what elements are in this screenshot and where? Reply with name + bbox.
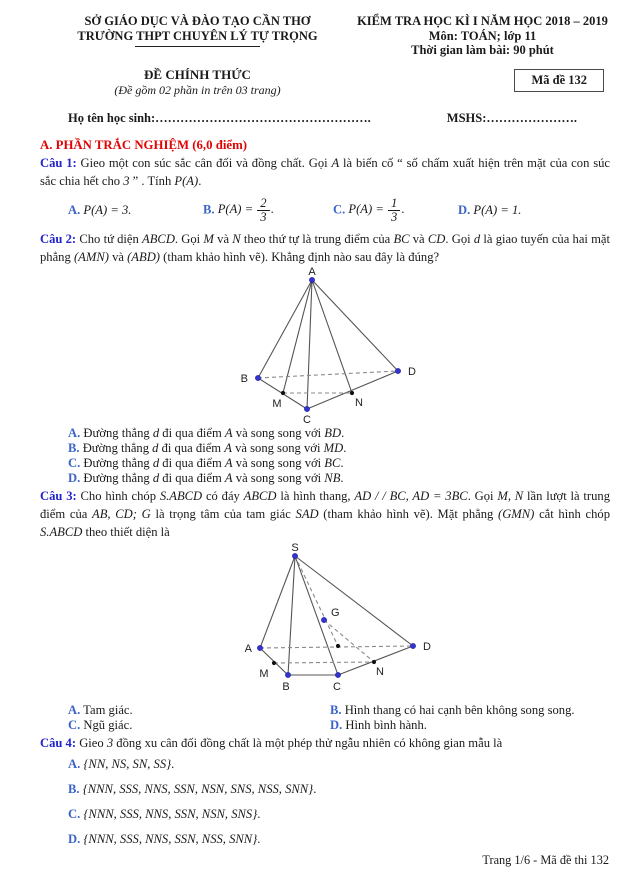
tetrahedron-figure	[180, 266, 480, 426]
question-4-label: Câu 4:	[40, 735, 77, 750]
exam-subject: Môn: TOÁN; lớp 11	[428, 28, 537, 43]
header-school-block	[40, 14, 355, 58]
question-4	[40, 734, 610, 752]
question-4-text: Gieo 3 đồng xu cân đối đồng chất là một phép thử ngẫu nhiên có không gian mẫu là	[76, 735, 503, 750]
point-m-label: M	[272, 397, 282, 410]
q1-option-c	[333, 197, 458, 224]
vertex-d-dot	[395, 368, 400, 373]
q3-option-a-text: Tam giác.	[80, 702, 133, 717]
q3-option-b	[330, 703, 610, 718]
question-3	[40, 487, 610, 541]
q1-option-a-text: P(A) = 3.	[80, 203, 132, 217]
pyramid-figure	[200, 543, 480, 703]
vertex-a-dot	[309, 277, 314, 282]
vertex-d-label: D	[408, 365, 416, 378]
school-name: TRƯỜNG THPT CHUYÊN LÝ TỰ TRỌNG	[77, 28, 318, 43]
vertex-c-label: C	[333, 680, 341, 693]
q1-option-a-letter: A.	[68, 203, 81, 217]
q3-option-c	[68, 718, 330, 733]
q3-option-a	[68, 703, 330, 718]
q4-option-a	[68, 752, 610, 777]
q4-option-a-text: {NN, NS, SN, SS}.	[80, 756, 175, 771]
point-m-dot	[281, 390, 285, 394]
q4-option-b-text: {NNN, SSS, NNS, SSN, NSN, SNS, NSS, SNN}.	[79, 781, 317, 796]
header-rule	[135, 46, 260, 47]
vertex-a-label: A	[308, 265, 316, 278]
exam-duration: Thời gian làm bài: 90 phút	[411, 43, 554, 57]
question-2-options	[40, 426, 610, 486]
q3-option-d-text: Hình bình hành.	[342, 717, 427, 732]
page-footer: Trang 1/6 - Mã đề thi 132	[482, 853, 609, 867]
vertex-c-dot	[335, 672, 340, 677]
q2-option-d	[68, 471, 610, 486]
question-1-label: Câu 1:	[40, 155, 77, 170]
q2-option-b-text: Đường thẳng d đi qua điểm A và song song với MD.	[79, 440, 347, 455]
q2-option-a-letter: A.	[68, 425, 81, 440]
question-2-label: Câu 2:	[40, 231, 77, 246]
q1-option-c-letter: C.	[333, 202, 346, 217]
ad-midpoint-dot	[336, 643, 340, 647]
point-n-label: N	[355, 396, 363, 409]
q4-option-b-letter: B.	[68, 781, 80, 796]
point-n-label: N	[376, 665, 384, 678]
q1-option-d-letter: D.	[458, 203, 471, 217]
q4-option-d-text: {NNN, SSS, NNS, SSN, NSS, SNN}.	[80, 831, 261, 846]
q1-option-c-text: P(A) = $\frac{1}{3}$ .	[345, 195, 405, 224]
section-a-title: A. PHẦN TRẮC NGHIỆM (6,0 điểm)	[40, 137, 247, 152]
vertex-c-label: C	[303, 413, 311, 426]
exam-code-box: Mã đề 132	[514, 69, 604, 92]
q4-option-d-letter: D.	[68, 831, 81, 846]
q3-option-b-letter: B.	[330, 702, 342, 717]
q4-option-d	[68, 827, 610, 852]
point-m-label: M	[259, 667, 269, 680]
q1-option-d-text: P(A) = 1.	[470, 203, 522, 217]
department-name: SỞ GIÁO DỤC VÀ ĐÀO TẠO CẦN THƠ	[84, 14, 311, 28]
q3-option-c-letter: C.	[68, 717, 81, 732]
official-exam-block	[40, 67, 355, 98]
header	[40, 14, 610, 58]
question-2	[40, 230, 610, 266]
q3-option-d	[330, 718, 610, 733]
student-name-field: Họ tên học sinh:…………………………………………….	[68, 110, 371, 125]
vertex-c-dot	[304, 406, 309, 411]
q3-option-c-text: Ngũ giác.	[80, 717, 133, 732]
q2-option-b	[68, 441, 610, 456]
q4-option-c-letter: C.	[68, 806, 81, 821]
q2-option-d-letter: D.	[68, 470, 81, 485]
q2-option-d-text: Đường thẳng d đi qua điểm A và song song với NB.	[80, 470, 344, 485]
question-3-options	[40, 703, 610, 733]
vertex-d-dot	[410, 643, 415, 648]
vertex-a-label: A	[244, 642, 252, 655]
exam-name: KIỂM TRA HỌC KÌ I NĂM HỌC 2018 – 2019	[357, 14, 608, 28]
q1-option-a	[68, 203, 203, 218]
q1-option-b	[203, 197, 333, 224]
q3-option-a-letter: A.	[68, 702, 81, 717]
question-3-text: Cho hình chóp S.ABCD có đáy ABCD là hình thang, AD / / BC, AD = 3BC. Gọi M, N lần lượt là trung điểm của AB, CD; G là trọng tâm của tam giác SAD (tham khảo hình vẽ). Mặt phẳng (GMN) cắt hình chóp S.ABCD theo thiết diện là	[40, 488, 610, 539]
q4-option-a-letter: A.	[68, 756, 81, 771]
q4-option-b	[68, 777, 610, 802]
q4-option-c-text: {NNN, SSS, NNS, SSN, NSN, SNS}.	[80, 806, 261, 821]
vertex-b-dot	[285, 672, 290, 677]
question-1	[40, 154, 610, 190]
vertex-s-label: S	[291, 542, 299, 554]
q2-option-c	[68, 456, 610, 471]
header-exam-block	[355, 14, 610, 58]
exam-title-row	[40, 67, 610, 98]
q2-option-c-letter: C.	[68, 455, 81, 470]
q3-option-d-letter: D.	[330, 717, 343, 732]
q2-option-a	[68, 426, 610, 441]
vertex-s-dot	[292, 553, 297, 558]
question-1-text: Gieo một con súc sắc cân đối và đồng chất. Gọi A là biến cố “ số chấm xuất hiện trên mặt của con súc sắc chia hết cho 3 ” . Tính P(A).	[40, 155, 610, 188]
question-1-options	[40, 194, 610, 228]
q2-option-c-text: Đường thẳng d đi qua điểm A và song song với BC.	[80, 455, 344, 470]
question-2-text: Cho tứ diện ABCD. Gọi M và N theo thứ tự là trung điểm của BC và CD. Gọi d là giao tuyến của hai mặt phẳng (AMN) và (ABD) (tham khảo hình vẽ). Khẳng định nào sau đây là đúng?	[40, 231, 611, 264]
q2-option-b-letter: B.	[68, 440, 80, 455]
q1-option-b-letter: B.	[203, 202, 215, 217]
question-4-options	[40, 752, 610, 852]
q1-option-b-text: P(A) = $\frac{2}{3}$ .	[214, 195, 274, 224]
vertex-b-label: B	[282, 680, 290, 693]
point-n-dot	[372, 659, 376, 663]
vertex-a-dot	[257, 645, 262, 650]
student-info-row	[40, 111, 610, 126]
q1-option-d	[458, 203, 610, 218]
vertex-b-label: B	[240, 372, 248, 385]
question-3-label: Câu 3:	[40, 488, 77, 503]
q3-option-b-text: Hình thang có hai cạnh bên không song song.	[341, 702, 575, 717]
official-exam-subtitle: (Đề gồm 02 phần in trên 03 trang)	[114, 82, 281, 97]
point-g-label: G	[331, 606, 340, 619]
vertex-b-dot	[255, 375, 260, 380]
point-n-dot	[350, 390, 354, 394]
q2-option-a-text: Đường thẳng d đi qua điểm A và song song với BD.	[80, 425, 345, 440]
q4-option-c	[68, 802, 610, 827]
point-g-dot	[321, 617, 326, 622]
point-m-dot	[272, 660, 276, 664]
vertex-d-label: D	[423, 640, 431, 653]
official-exam-title: ĐỀ CHÍNH THỨC	[144, 66, 251, 82]
student-id-field: MSHS:………………….	[446, 110, 577, 125]
